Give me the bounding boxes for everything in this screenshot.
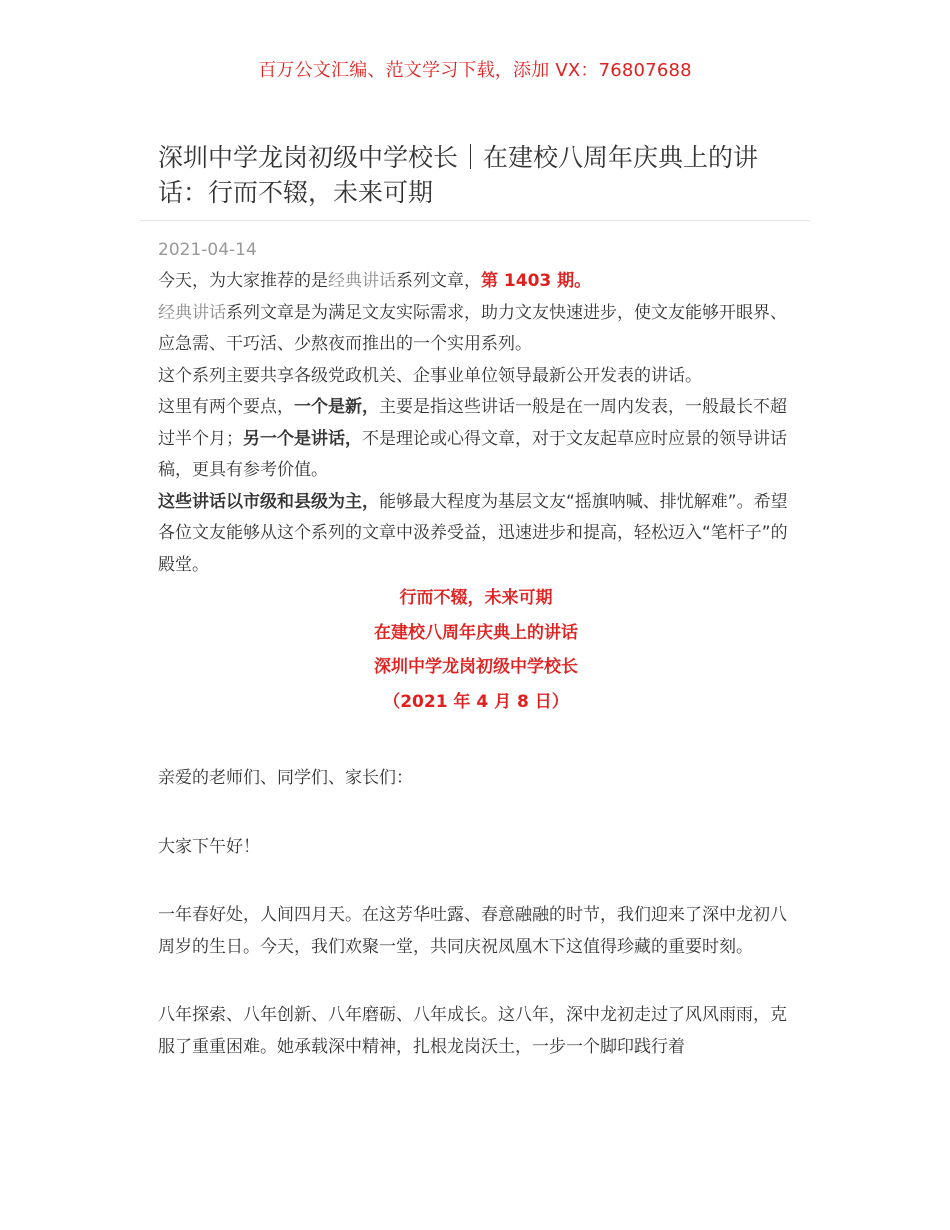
- article-title: 深圳中学龙岗初级中学校长｜在建校八周年庆典上的讲话：行而不辍，未来可期: [158, 143, 759, 207]
- intro-text: 不是理论或心得文章，对于文友起草应时应景的领导讲话稿，更具有参考价值。: [158, 428, 787, 480]
- speech-speaker: 深圳中学龙岗初级中学校长: [374, 657, 578, 677]
- article-body: [158, 266, 794, 1063]
- intro-paragraph-2: [158, 298, 794, 361]
- issue-number: 第 1403 期。: [481, 271, 592, 291]
- speech-salutation: 亲爱的老师们、同学们、家长们：: [158, 768, 413, 788]
- intro-text: 能够最大程度为基层文友“摇旗呐喊、排忧解难”。希望各位文友能够从这个系列的文章中汲养受益，迅速进步和提高，轻松迈入“笔杆子”的殿堂。: [158, 491, 788, 575]
- speech-title: 行而不辍，未来可期: [399, 588, 553, 608]
- intro-paragraph-5: [158, 487, 794, 582]
- series-name: 经典讲话: [328, 271, 396, 291]
- intro-text: 今天，为大家推荐的是: [158, 271, 328, 291]
- speech-heading: [158, 581, 794, 719]
- speech-paragraph-2: 八年探索、八年创新、八年磨砺、八年成长。这八年，深中龙初走过了风风雨雨，克服了重重困难。她承载深中精神，扎根龙岗沃土，一步一个脚印践行着: [158, 1005, 787, 1057]
- speech-greeting: 大家下午好！: [158, 836, 260, 857]
- intro-text: 主要是指这些讲话一般是在一周内发表，一般最长不超过半个月；: [158, 397, 787, 449]
- intro-text: 系列文章是为满足文友实际需求，助力文友快速进步，使文友能够开眼界、应急需、干巧活、少熬夜而推出的一个实用系列。: [158, 302, 787, 354]
- focus-statement: 这些讲话以市级和县级为主，: [158, 491, 379, 512]
- speech-paragraph-1: 一年春好处，人间四月天。在这芳华吐露、春意融融的时节，我们迎来了深中龙初八周岁的生日。今天，我们欢聚一堂，共同庆祝凤凰木下这值得珍藏的重要时刻。: [158, 905, 787, 957]
- intro-text: 这里有两个要点，: [158, 397, 294, 417]
- intro-paragraph-1: [158, 266, 794, 298]
- series-name: 经典讲话: [158, 302, 226, 323]
- intro-paragraph-3: 这个系列主要共享各级党政机关、企事业单位领导最新公开发表的讲话。: [158, 365, 702, 386]
- intro-text: 系列文章，: [396, 271, 481, 291]
- intro-paragraph-4: [158, 392, 794, 487]
- point-one: 一个是新，: [294, 397, 379, 417]
- speech-date: （2021 年 4 月 8 日）: [383, 691, 569, 712]
- title-divider: [140, 220, 810, 221]
- speech-occasion: 在建校八周年庆典上的讲话: [374, 622, 578, 643]
- point-two: 另一个是讲话，: [243, 428, 362, 449]
- promo-banner: 百万公文汇编、范文学习下载，添加 VX：76807688: [258, 60, 692, 81]
- publish-date: 2021-04-14: [158, 240, 257, 260]
